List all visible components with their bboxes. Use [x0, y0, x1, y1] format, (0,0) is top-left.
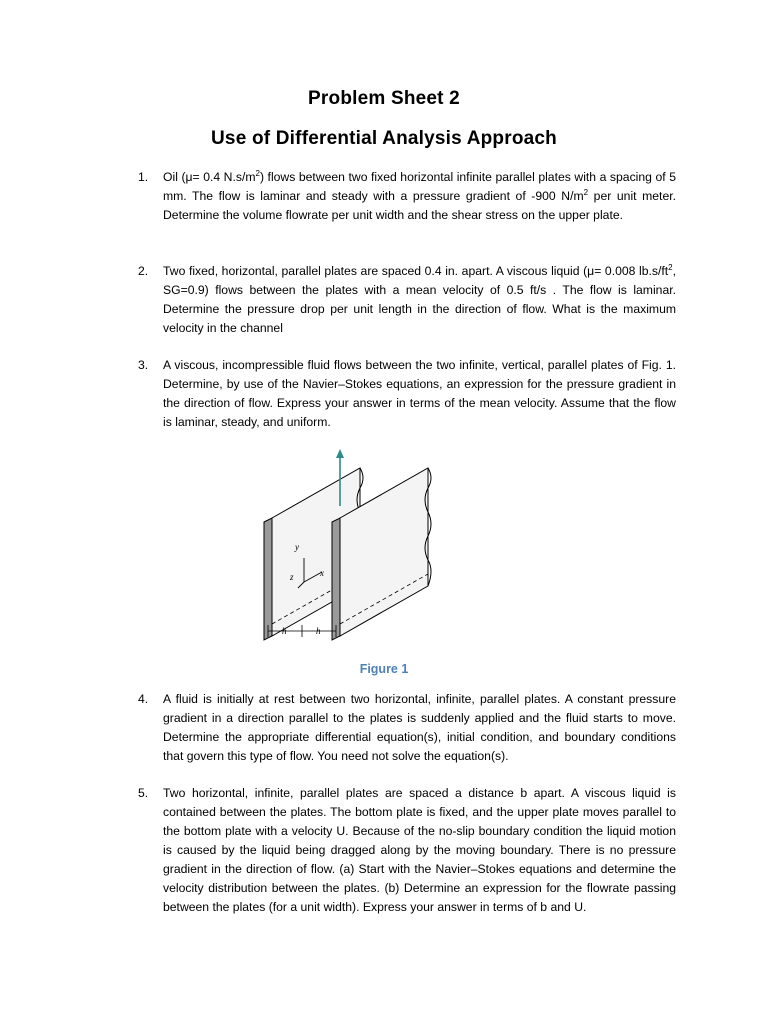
left-plate-edge [264, 518, 272, 640]
problem-text: A fluid is initially at rest between two horizontal, infinite, parallel plates. A constant pressure gradient in a direction parallel to the plates is suddenly applied and the fluid starts to move. Determine the appropriate differential equation(s), initial condition, and boundary conditions that govern this type of flow. You need not solve the equation(s). [163, 692, 676, 763]
problem-number: 1. [138, 170, 149, 184]
flow-arrow-head [336, 449, 344, 458]
page-title: Problem Sheet 2 [308, 88, 460, 109]
problem-item [138, 168, 676, 225]
figure-caption: Figure 1 [359, 662, 409, 676]
y-axis-label: y [295, 542, 299, 552]
problem-number: 4. [138, 692, 149, 706]
problem-item [138, 784, 676, 917]
problem-number: 5. [138, 786, 149, 800]
x-axis-label: x [320, 568, 324, 578]
problem-text: Two fixed, horizontal, parallel plates are spaced 0.4 in. apart. A viscous liquid (μ= 0.008 $lb.s/ft^2$, SG=0.9) flows between the plates with a mean velocity of 0.5 ft/s . The flow is laminar. Determine the pressure drop per unit length in the direction of flow. What is the maximum velocity in the channel [163, 262, 676, 335]
problem-item [138, 356, 676, 432]
problem-text: Two horizontal, infinite, parallel plates are spaced a distance b apart. A viscous liquid is contained between the plates. The bottom plate is fixed, and the upper plate moves parallel to the bottom plate with a velocity U. Because of the no-slip boundary condition the liquid motion is caused by the liquid being dragged along by the moving boundary. There is no pressure gradient in the direction of flow. (a) Start with the Navier–Stokes equations and determine the velocity distribution between the plates. (b) Determine an expression for the flowrate passing between the plates (for a unit width). Express your answer in terms of b and U. [163, 786, 676, 914]
problem-number: 3. [138, 358, 149, 372]
page-subtitle: Use of Differential Analysis Approach [211, 128, 557, 149]
problem-text: Oil (μ= 0.4 $N.s/m^2$) flows between two fixed horizontal infinite parallel plates with a spacing of 5 mm. The flow is laminar and steady with a pressure gradient of -900 $N/m^2$ per unit meter. Determine the volume flowrate per unit width and the shear stress on the upper plate. [163, 168, 676, 222]
problem-number: 2. [138, 264, 149, 278]
problem-item [138, 690, 676, 766]
dimension-h-right: h [316, 626, 321, 636]
z-axis-label: z [290, 572, 294, 582]
dimension-h-left: h [282, 626, 287, 636]
right-plate-edge [332, 518, 340, 640]
problem-text: A viscous, incompressible fluid flows between the two infinite, vertical, parallel plates of Fig. 1. Determine, by use of the Navier–Stokes equations, an expression for the pressure gradient in the direction of flow. Express your answer in terms of the mean velocity. Assume that the flow is laminar, steady, and uniform. [163, 358, 676, 429]
problem-item [138, 262, 676, 338]
parallel-plates-figure [258, 446, 438, 646]
